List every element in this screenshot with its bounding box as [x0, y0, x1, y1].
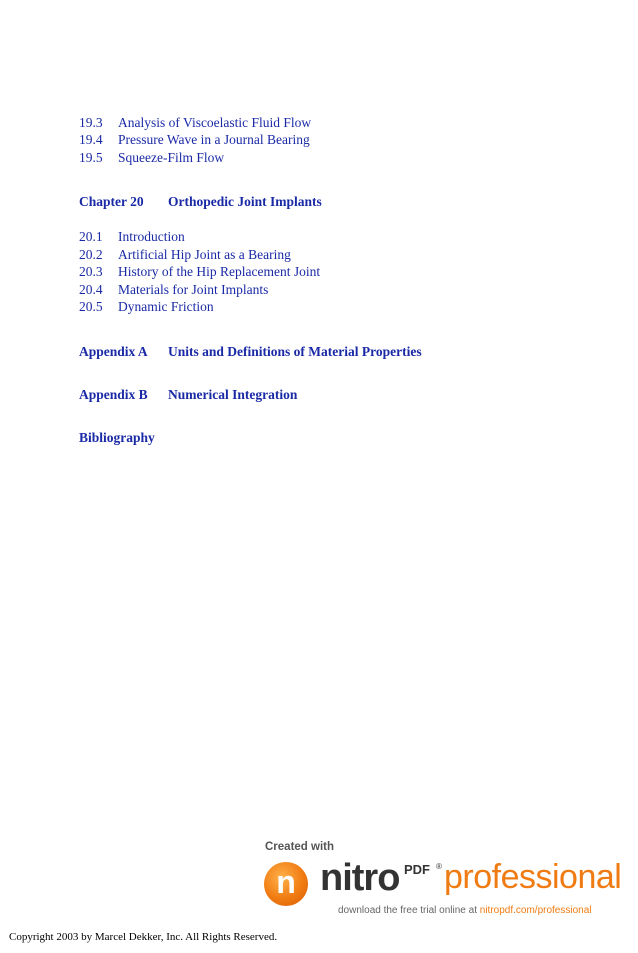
download-prefix: download the free trial online at — [338, 905, 480, 916]
download-url[interactable]: nitropdf.com/professional — [479, 905, 592, 916]
section-title: Artificial Hip Joint as a Bearing — [118, 247, 291, 262]
appendix-title: Units and Definitions of Material Properties — [168, 344, 422, 359]
section-number: 19.3 — [79, 115, 103, 130]
appendix-label: Appendix B — [79, 387, 148, 402]
toc-entry-20-5[interactable] — [79, 299, 214, 315]
watermark-pdf: PDF — [404, 862, 430, 877]
section-number: 20.1 — [79, 229, 103, 244]
section-title: Squeeze-Film Flow — [118, 150, 225, 165]
toc-entry-19-5[interactable] — [79, 150, 224, 166]
appendix-label: Appendix A — [79, 344, 148, 359]
section-title: Introduction — [118, 229, 185, 244]
toc-entry-19-3[interactable] — [79, 115, 311, 131]
bibliography-heading[interactable]: Bibliography — [79, 430, 155, 445]
section-number: 20.2 — [79, 247, 103, 262]
section-title: Materials for Joint Implants — [118, 282, 269, 297]
section-number: 20.4 — [79, 282, 103, 297]
toc-entry-20-4[interactable] — [79, 282, 268, 298]
watermark-professional: professional — [444, 858, 622, 896]
toc-entry-19-4[interactable] — [79, 132, 310, 148]
watermark-registered: ® — [436, 862, 442, 871]
section-title: Pressure Wave in a Journal Bearing — [118, 132, 310, 147]
toc-entry-20-2[interactable] — [79, 247, 291, 263]
section-title: Dynamic Friction — [118, 299, 214, 314]
appendix-a-heading[interactable] — [79, 344, 422, 360]
nitro-logo-icon — [264, 862, 308, 906]
chapter-title: Orthopedic Joint Implants — [168, 194, 322, 209]
section-title: Analysis of Viscoelastic Fluid Flow — [118, 115, 312, 130]
toc-entry-20-1[interactable] — [79, 229, 185, 245]
logo-letter: n — [276, 864, 296, 900]
section-number: 20.3 — [79, 264, 103, 279]
section-number: 19.4 — [79, 132, 103, 147]
toc-entry-20-3[interactable] — [79, 264, 320, 280]
appendix-b-heading[interactable] — [79, 387, 297, 403]
section-number: 20.5 — [79, 299, 103, 314]
watermark-download-text — [338, 905, 592, 916]
section-title: History of the Hip Replacement Joint — [118, 264, 321, 279]
chapter-label: Chapter 20 — [79, 194, 144, 209]
chapter-20-heading[interactable] — [79, 194, 322, 210]
copyright-notice: Copyright 2003 by Marcel Dekker, Inc. All Rights Reserved. — [9, 931, 278, 943]
section-number: 19.5 — [79, 150, 103, 165]
watermark-created-with: Created with — [265, 841, 335, 853]
appendix-title: Numerical Integration — [168, 387, 298, 402]
watermark-nitro: nitro — [320, 857, 400, 899]
